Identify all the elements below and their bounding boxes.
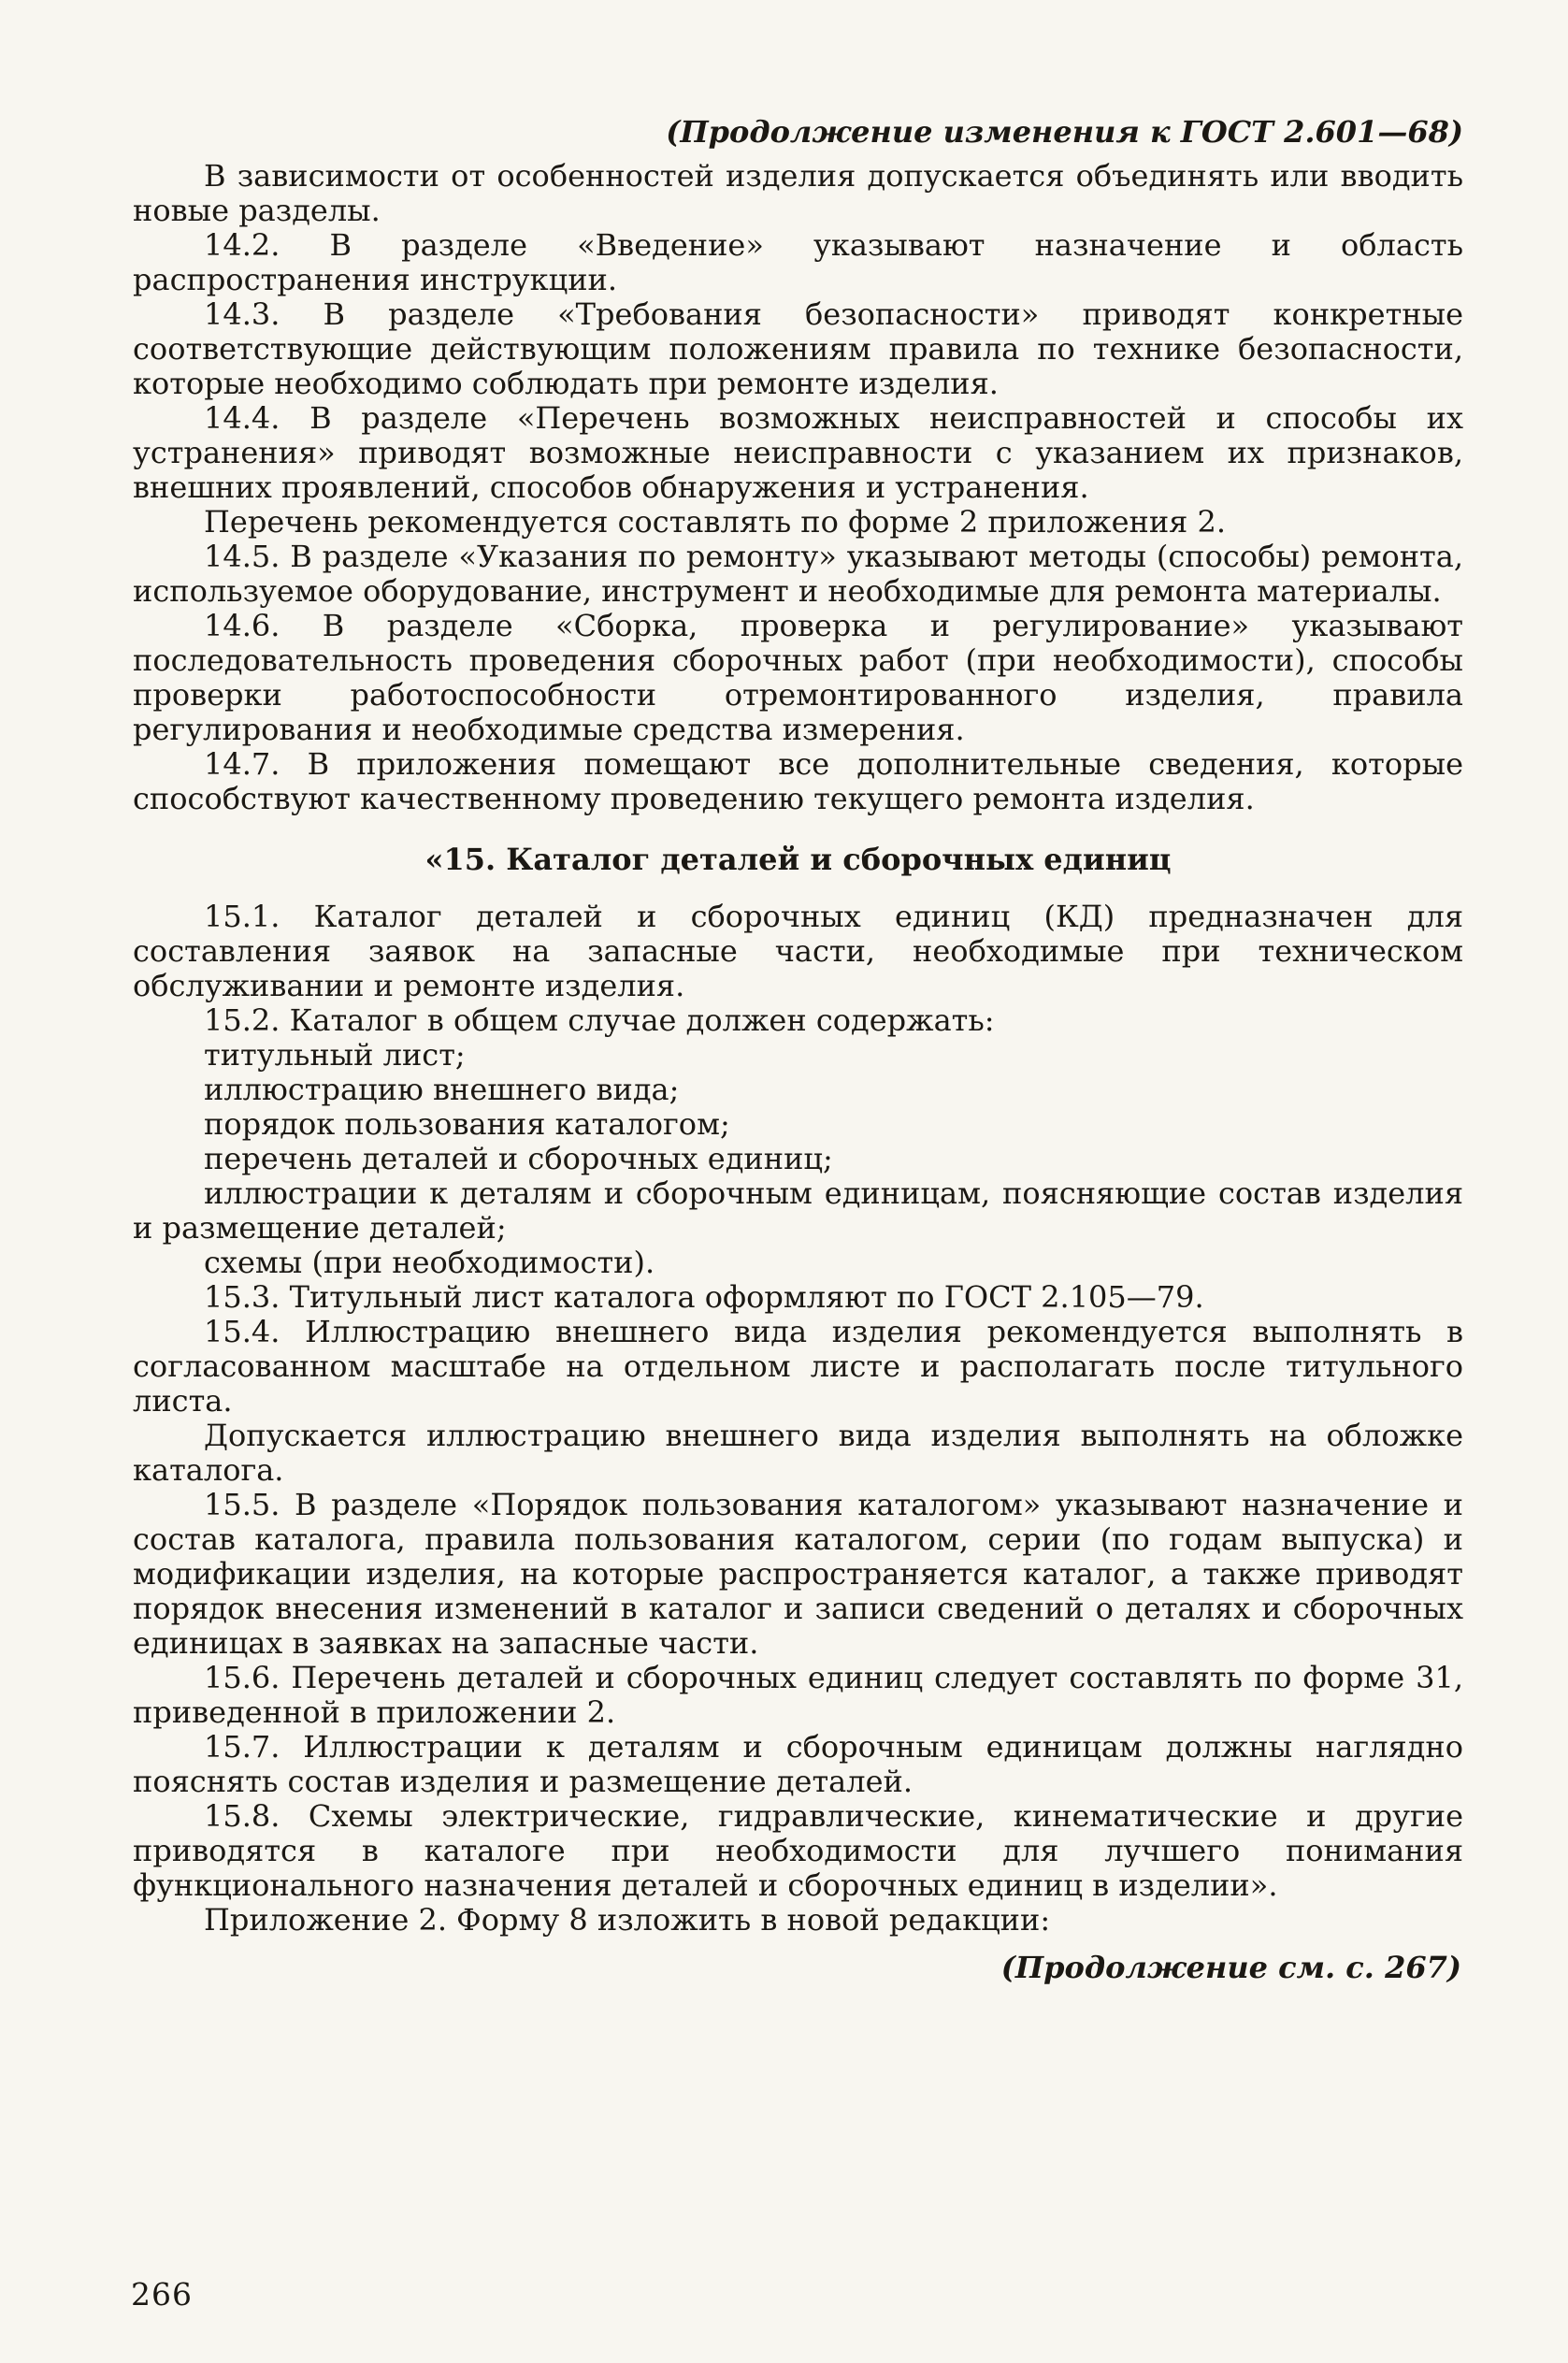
paragraph: 15.5. В разделе «Порядок пользования каталогом» указывают назначение и состав каталога, правила пользования каталогом, серии (по годам выпуска) и модификации изделия, на которые распространяется каталог, а также приводят порядок внесения изменений в каталог и записи сведений о деталях и сборочных единицах в заявках на запасные части. (133, 1487, 1463, 1661)
paragraph: 14.7. В приложения помещают все дополнительные сведения, которые способствуют качественному проведению текущего ремонта изделия. (133, 746, 1463, 816)
document-body (133, 159, 1463, 1985)
paragraph: 15.3. Титульный лист каталога оформляют по ГОСТ 2.105—79. (204, 1279, 1204, 1315)
paragraph: иллюстрации к деталям и сборочным единицам, поясняющие состав изделия и размещение деталей; (133, 1175, 1463, 1246)
paragraph: 14.3. В разделе «Требования безопасности» приводят конкретные соответствующие действующим положениям правила по технике безопасности, которые необходимо соблюдать при ремонте изделия. (133, 296, 1463, 401)
paragraph: иллюстрацию внешнего вида; (204, 1072, 680, 1107)
page-number: 266 (131, 2276, 193, 2313)
paragraph: 15.1. Каталог деталей и сборочных единиц (КД) предназначен для составления заявок на запасные части, необходимые при техническом обслуживании и ремонте изделия. (133, 899, 1463, 1003)
continuation-header-note: (Продолжение изменения к ГОСТ 2.601—68) (666, 114, 1463, 150)
paragraph: Перечень рекомендуется составлять по форме 2 приложения 2. (204, 504, 1227, 540)
continuation-footer-note: (Продолжение см. с. 267) (1000, 1950, 1461, 1985)
paragraph: Приложение 2. Форму 8 изложить в новой редакции: (204, 1902, 1051, 1938)
paragraph: перечень деталей и сборочных единиц; (204, 1141, 833, 1176)
paragraph: 15.4. Иллюстрацию внешнего вида изделия рекомендуется выполнять в согласованном масштабе на отдельном листе и располагать после титульного листа. (133, 1314, 1463, 1419)
paragraph: 15.2. Каталог в общем случае должен содержать: (204, 1002, 995, 1038)
paragraph: 15.7. Иллюстрации к деталям и сборочным единицам должны наглядно пояснять состав изделия и размещение деталей. (133, 1729, 1463, 1799)
paragraph: 14.5. В разделе «Указания по ремонту» указывают методы (способы) ремонта, используемое оборудование, инструмент и необходимые для ремонта материалы. (133, 539, 1463, 609)
section-heading: «15. Каталог деталей и сборочных единиц (424, 842, 1172, 877)
paragraph: Допускается иллюстрацию внешнего вида изделия выполнять на обложке каталога. (133, 1418, 1463, 1488)
paragraph: 14.2. В разделе «Введение» указывают назначение и область распространения инструкции. (133, 227, 1463, 297)
paragraph: 15.6. Перечень деталей и сборочных единиц следует составлять по форме 31, приведенной в приложении 2. (133, 1660, 1463, 1730)
paragraph: 14.4. В разделе «Перечень возможных неисправностей и способы их устранения» приводят возможные неисправности с указанием их признаков, внешних проявлений, способов обнаружения и устранения. (133, 400, 1463, 505)
paragraph: схемы (при необходимости). (204, 1245, 655, 1280)
paragraph: 15.8. Схемы электрические, гидравлические, кинематические и другие приводятся в каталоге при необходимости для лучшего понимания функционального назначения деталей и сборочных единиц в изделии». (133, 1798, 1463, 1903)
paragraph: 14.6. В разделе «Сборка, проверка и регулирование» указывают последовательность проведения сборочных работ (при необходимости), способы проверки работоспособности отремонтированного изделия, правила регулирования и необходимые средства измерения. (133, 608, 1463, 747)
paragraph: В зависимости от особенностей изделия допускается объединять или вводить новые разделы. (133, 158, 1463, 228)
paragraph: титульный лист; (204, 1037, 466, 1073)
paragraph: порядок пользования каталогом; (204, 1106, 730, 1142)
